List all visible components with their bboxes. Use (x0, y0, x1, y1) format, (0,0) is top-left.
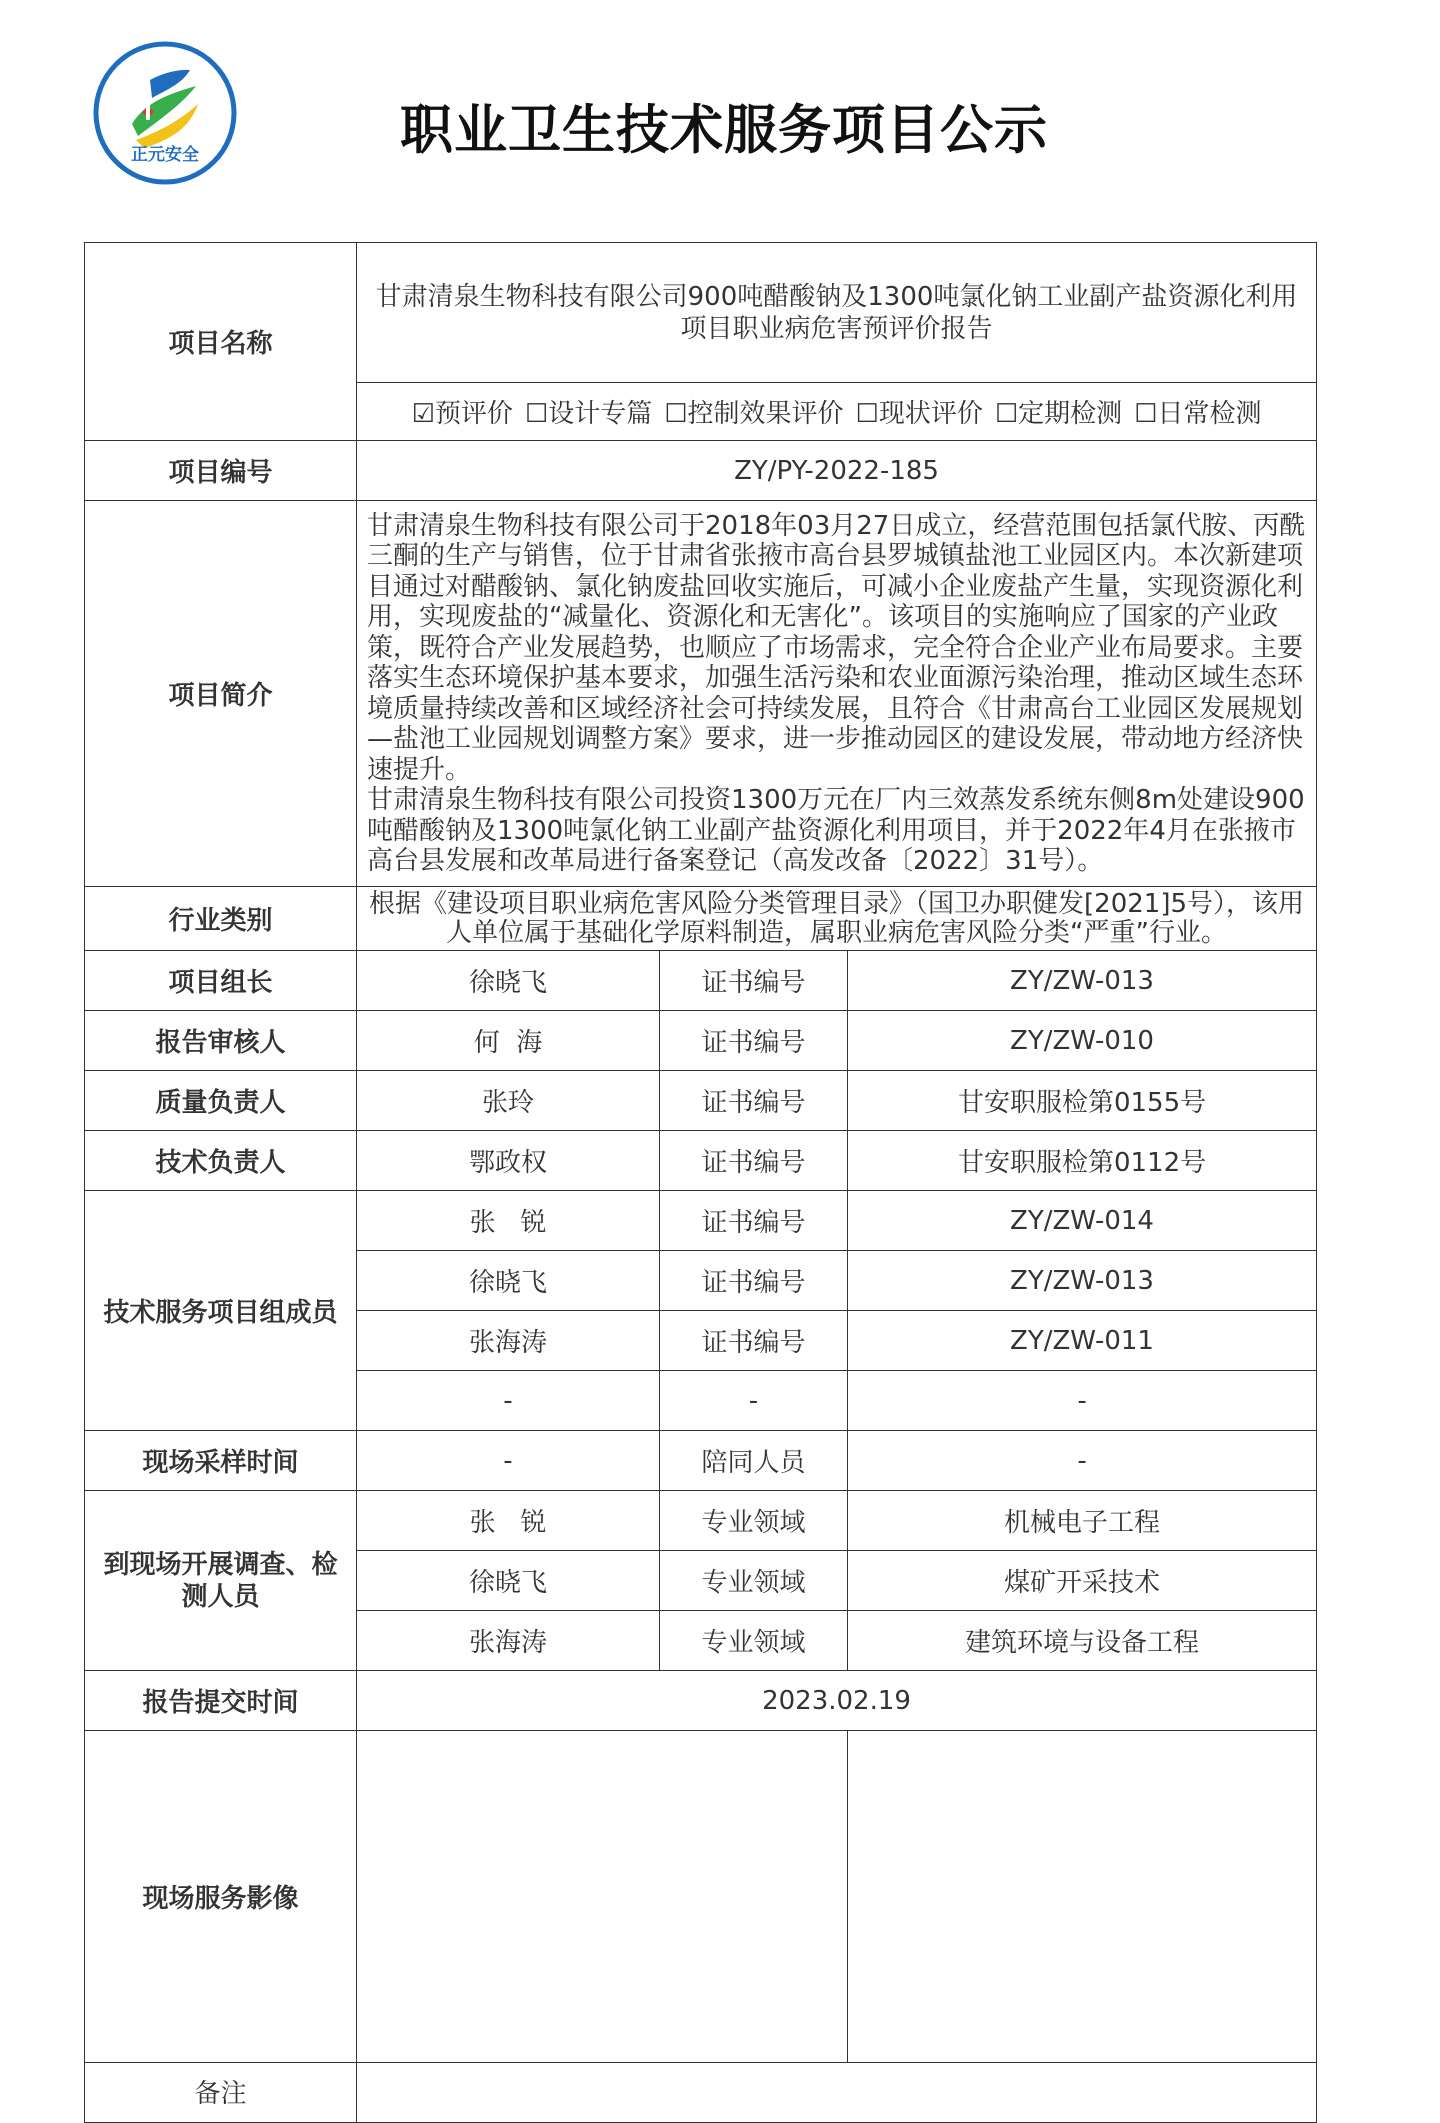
member-cert-label: 证书编号 (660, 1311, 848, 1371)
tech-cert-label: 证书编号 (660, 1131, 848, 1191)
page-title: 职业卫生技术服务项目公示 (400, 100, 1048, 161)
field-staff-name: 张 锐 (357, 1491, 660, 1551)
photos-label: 现场服务影像 (85, 1731, 357, 2063)
accompany-value: - (848, 1431, 1317, 1491)
field-staff-name: 张海涛 (357, 1611, 660, 1671)
tech-name: 鄂政权 (357, 1131, 660, 1191)
leader-name: 徐晓飞 (357, 951, 660, 1011)
leader-cert-label: 证书编号 (660, 951, 848, 1011)
leader-label: 项目组长 (85, 951, 357, 1011)
photo-slot-left (357, 1731, 848, 2063)
project-name-text: 甘肃清泉生物科技有限公司900吨醋酸钠及1300吨氯化钠工业副产盐资源化利用项目职业病危害预评价报告 (375, 281, 1298, 344)
field-label: 专业领域 (660, 1611, 848, 1671)
type-design-checkbox[interactable]: ☐设计专篇 (524, 399, 653, 429)
remarks-label (85, 2063, 357, 2123)
type-pre-evaluation-checkbox[interactable]: ☑预评价 (411, 399, 513, 429)
field-value: 机械电子工程 (848, 1491, 1317, 1551)
quality-name: 张玲 (357, 1071, 660, 1131)
report-type-options (357, 383, 1317, 441)
reviewer-cert-label: 证书编号 (660, 1011, 848, 1071)
industry-text: 根据《建设项目职业病危害风险分类管理目录》（国卫办职健发[2021]5号），该用人单位属于基础化学原料制造，属职业病危害风险分类“严重”行业。 (369, 888, 1305, 948)
member-name: 张海涛 (357, 1311, 660, 1371)
field-staff-label-text: 到现场开展调查、检测人员 (103, 1549, 338, 1612)
remarks-label-text: 备注 (194, 2079, 247, 2109)
project-name-label: 项目名称 (85, 243, 357, 441)
member-cert-label: - (660, 1371, 848, 1431)
submit-time-value: 2023.02.19 (357, 1671, 1317, 1731)
type-control-effect-checkbox[interactable]: ☐控制效果评价 (664, 399, 844, 429)
tech-cert: 甘安职服检第0112号 (848, 1131, 1317, 1191)
type-periodic-checkbox[interactable]: ☐定期检测 (994, 399, 1123, 429)
member-cert: - (848, 1371, 1317, 1431)
intro-paragraph-1: 甘肃清泉生物科技有限公司于2018年03月27日成立，经营范围包括氯代胺、丙酰三酮的生产与销售，位于甘肃省张掖市高台县罗城镇盐池工业园区内。本次新建项目通过对醋酸钠、氯化钠废盐回收实施后，可减小企业废盐产生量，实现资源化利用，实现废盐的“减量化、资源化和无害化”。该项目的实施响应了国家的产业政策，既符合产业发展趋势，也顺应了市场需求，完全符合企业产业布局要求。主要落实生态环境保护基本要求，加强生活污染和农业面源污染治理，推动区域生态环境质量持续改善和区域经济社会可持续发展，且符合《甘肃高台工业园区发展规划—盐池工业园规划调整方案》要求，进一步推动园区的建设发展，带动地方经济快速提升。 (367, 510, 1306, 785)
industry-label: 行业类别 (85, 887, 357, 951)
submit-time-label: 报告提交时间 (85, 1671, 357, 1731)
field-label: 专业领域 (660, 1551, 848, 1611)
project-no-label: 项目编号 (85, 441, 357, 501)
member-name: 张 锐 (357, 1191, 660, 1251)
member-name: - (357, 1371, 660, 1431)
quality-cert-label: 证书编号 (660, 1071, 848, 1131)
member-cert-label: 证书编号 (660, 1251, 848, 1311)
leader-cert: ZY/ZW-013 (848, 951, 1317, 1011)
sampling-time-value: - (357, 1431, 660, 1491)
project-intro-label: 项目简介 (85, 501, 357, 887)
field-value: 煤矿开采技术 (848, 1551, 1317, 1611)
industry-value (357, 887, 1317, 951)
reviewer-cert: ZY/ZW-010 (848, 1011, 1317, 1071)
project-no-value: ZY/PY-2022-185 (357, 441, 1317, 501)
project-name-value (357, 243, 1317, 383)
member-cert: ZY/ZW-011 (848, 1311, 1317, 1371)
remarks-value (357, 2063, 1317, 2123)
logo-text: 正元安全 (131, 145, 199, 165)
member-name: 徐晓飞 (357, 1251, 660, 1311)
field-value: 建筑环境与设备工程 (848, 1611, 1317, 1671)
field-staff-label (85, 1491, 357, 1671)
intro-paragraph-2: 甘肃清泉生物科技有限公司投资1300万元在厂内三效蒸发系统东侧8m处建设900吨醋酸钠及1300吨氯化钠工业副产盐资源化利用项目，并于2022年4月在张掖市高台县发展和改革局进行备案登记（高发改备〔2022〕31号）。 (367, 785, 1305, 876)
field-staff-name: 徐晓飞 (357, 1551, 660, 1611)
project-intro-value (357, 501, 1317, 887)
company-logo (92, 40, 238, 186)
photo-slot-right (848, 1731, 1317, 2063)
type-status-checkbox[interactable]: ☐现状评价 (855, 399, 983, 429)
quality-label: 质量负责人 (85, 1071, 357, 1131)
tech-label: 技术负责人 (85, 1131, 357, 1191)
quality-cert: 甘安职服检第0155号 (848, 1071, 1317, 1131)
accompany-label: 陪同人员 (660, 1431, 848, 1491)
member-cert: ZY/ZW-014 (848, 1191, 1317, 1251)
publicity-table (84, 242, 1317, 2123)
members-label: 技术服务项目组成员 (85, 1191, 357, 1431)
member-cert: ZY/ZW-013 (848, 1251, 1317, 1311)
reviewer-name: 何 海 (357, 1011, 660, 1071)
field-label: 专业领域 (660, 1491, 848, 1551)
sampling-time-label: 现场采样时间 (85, 1431, 357, 1491)
type-daily-checkbox[interactable]: ☐日常检测 (1134, 399, 1262, 429)
member-cert-label: 证书编号 (660, 1191, 848, 1251)
reviewer-label: 报告审核人 (85, 1011, 357, 1071)
